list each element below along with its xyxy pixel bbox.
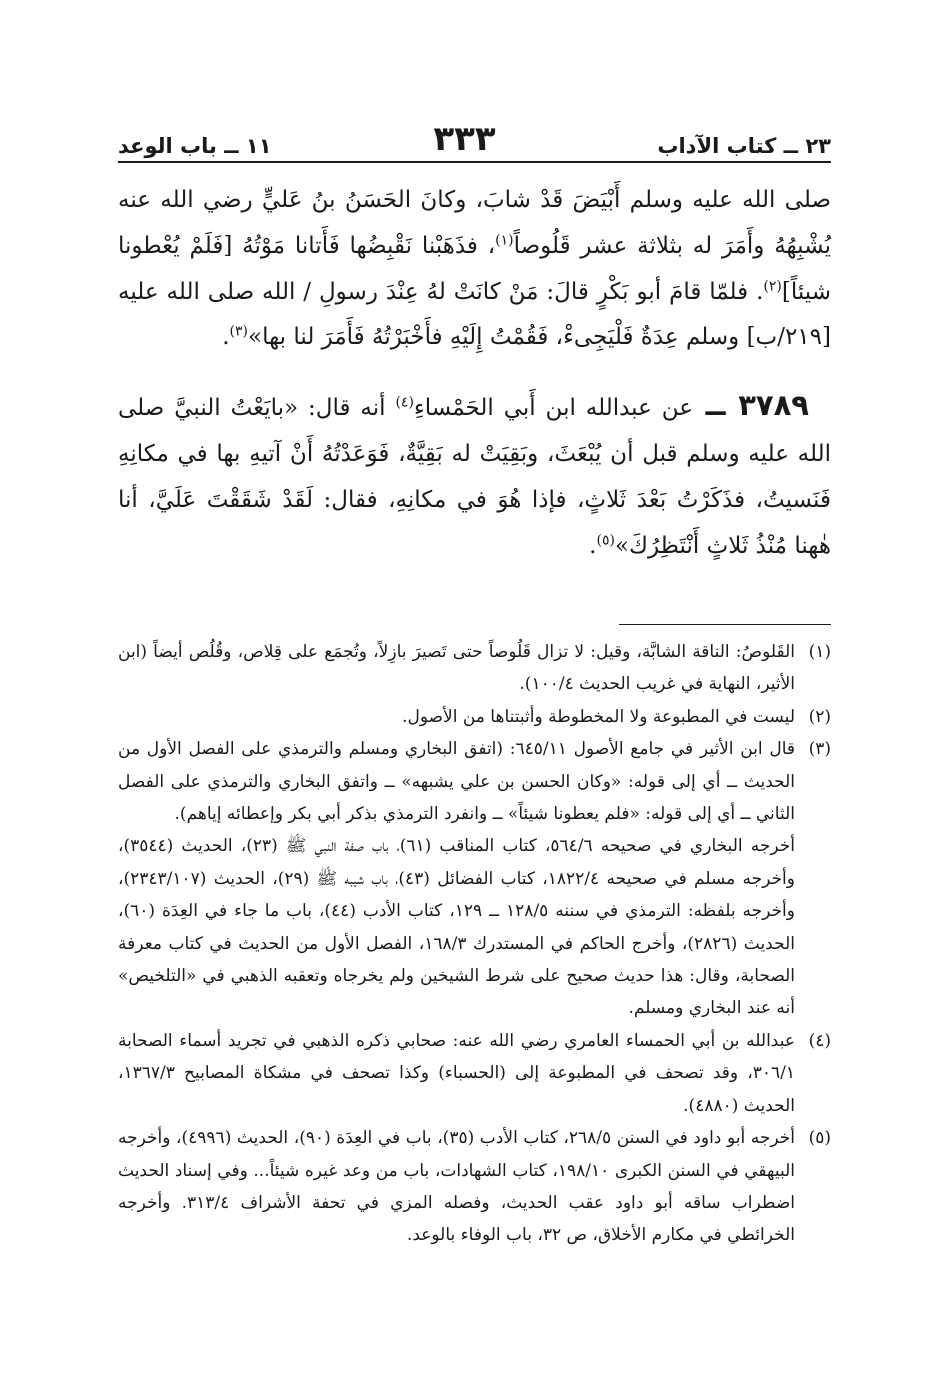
footnote-ref-3: (٣) [229, 323, 248, 340]
chapter-title: ١١ ــ باب الوعد [118, 134, 272, 158]
book-title: ٢٣ ــ كتاب الآداب [657, 134, 831, 158]
footnote-2 [118, 701, 831, 733]
footnote-ref-2: (٢) [763, 277, 782, 294]
footnote-mark: (٢) [808, 706, 831, 727]
footnote-text: أخرجه البخاري في صحيحه ٥٦٤/٦، كتاب المناقب (٦١)، باب صفة النبي ﷺ (٢٣)، الحديث (٣٥٤٤)، وأخرجه مسلم في صحيحه ١٨٢٢/٤، كتاب الفضائل (٤٣)، باب شيبه ﷺ (٢٩)، الحديث (٢٣٤٣/١٠٧)، وأخرجه بلفظه: الترمذي في سننه ١٢٨/٥ ــ ١٢٩، كتاب الأدب (٤٤)، باب ما جاء في العِدَة (٦٠)، الحديث (٢٨٢٦)، وأخرج الحاكم في المستدرك ١٦٨/٣، الفصل الأول من الحديث في كتاب معرفة الصحابة، وقال: هذا حديث صحيح على شرط الشيخين ولم يخرجاه وتعقبه الذهبي في «التلخيص» أنه عند البخاري ومسلم. [118, 836, 795, 1019]
hadith-paragraph: ٣٧٨٩ ــ عن عبدالله ابن أَبي الحَمْساءِ$^{(٤)}$ أنه قال: «بايَعْتُ النبيَّ صلى الله عليه وسلم قبل أن يُبْعَثَ، وبَقِيَتْ له بَقِيَّةٌ، فَوَعَدْتُهُ أَنْ آتيهِ بها في مكانِهِ فَنَسيتُ، فذَكَرْتُ بَعْدَ ثَلاثٍ، فإذا هُوَ في مكانِهِ، فقال: لَقَدْ شَقَقْتَ عَلَيَّ، أنا هٰهنا مُنْذُ ثَلاثٍ أَنْتَظِرُكَ»$^{(٥)}$. [118, 388, 831, 559]
footnote-5 [118, 1122, 831, 1252]
footnote-mark: (٥) [808, 1128, 831, 1149]
footnote-mark: (٣) [808, 739, 831, 760]
header-rule [118, 161, 831, 163]
footnote-text: قال ابن الأثير في جامع الأصول ٦٤٥/١١: (اتفق البخاري ومسلم والترمذي على الفصل الأول من الحديث ــ أي إلى قوله: «وكان الحسن بن علي يشبهه» ــ واتفق البخاري والترمذي على الفصل الثاني ــ أي إلى قوله: «فلم يعطونا شيئاً» ــ وانفرد الترمذي بذكر أبي بكر وإعطائه إياهم). [118, 739, 795, 825]
footnote-separator [619, 624, 831, 625]
main-text [118, 178, 831, 569]
footnote-text: أخرجه أبو داود في السنن ٢٦٨/٥، كتاب الأدب (٣٥)، باب في العِدَة (٩٠)، الحديث (٤٩٩٦)، وأخرجه البيهقي في السنن الكبرى ١٩٨/١٠، كتاب الشهادات، باب من وعد غيره شيئاً... وفي إسناد الحديث اضطراب ساقه أبو داود عقب الحديث، وفصله المزي في تحفة الأشراف ٣١٣/٤. وأخرجه الخرائطي في مكارم الأخلاق، ص ٣٢، باب الوفاء بالوعد. [118, 1128, 796, 1246]
footnote-text: ليست في المطبوعة ولا المخطوطة وأثبتناها من الأصول. [402, 706, 795, 727]
footnote-1 [118, 636, 831, 701]
footnote-mark: (١) [808, 642, 831, 662]
page-number: ٣٣٣ [433, 119, 496, 159]
footnote-3 [118, 733, 831, 1025]
footnotes [118, 636, 831, 1252]
footnote-4 [118, 1025, 831, 1122]
hadith-number: ٣٧٨٩ [738, 388, 809, 423]
footnote-mark: (٤) [808, 1030, 831, 1051]
running-header [118, 112, 831, 158]
footnote-text: عبدالله بن أبي الحمساء العامري رضي الله عنه: صحابي ذكره الذهبي في تجريد أسماء الصحابة ٣٠٦/١، وقد تصحف في المطبوعة إلى (الحسباء) وكذا تصحف في مشكاة المصابيح ١٣٦٧/٣، الحديث (٤٨٨٠). [118, 1030, 795, 1116]
footnote-text: القَلوصُ: الناقة الشابَّة، وقيل: لا تزال قَلُوصاً حتى تَصيرَ بازِلاً، وتُجمَع على قِلاص، وقُلُص أيضاً (ابن الأثير، النهاية في غريب الحديث ١٠٠/٤). [118, 642, 795, 695]
footnote-ref-5: (٥) [596, 531, 615, 548]
footnote-ref-1: (١) [495, 232, 514, 249]
footnote-ref-4: (٤) [395, 394, 414, 411]
paragraph-continuation: صلى الله عليه وسلم أَبْيَضَ قَدْ شابَ، وكانَ الحَسَنُ بنُ عَليٍّ رضي الله عنه يُشْبِهُهُ وأَمَرَ له بثلاثة عشر قَلُوصاً$^{(١)}$، فذَهَبْنا نَقْبِضُها فَأَتانا مَوْتُهُ [فَلَمْ يُعْطونا شيئاً]$^{(٢)}$. فلمّا قامَ أبو بَكْرٍ قالَ: مَنْ كانَتْ لهُ عِنْدَ رسولِ / الله صلى الله عليه [٢١٩/ب] وسلم عِدَةٌ فَلْيَجِىءْ، فَقُمْتُ إِلَيْهِ فأَخْبَرْتُهُ فَأَمَرَ لنا بها»$^{(٣)}$. [118, 187, 831, 351]
